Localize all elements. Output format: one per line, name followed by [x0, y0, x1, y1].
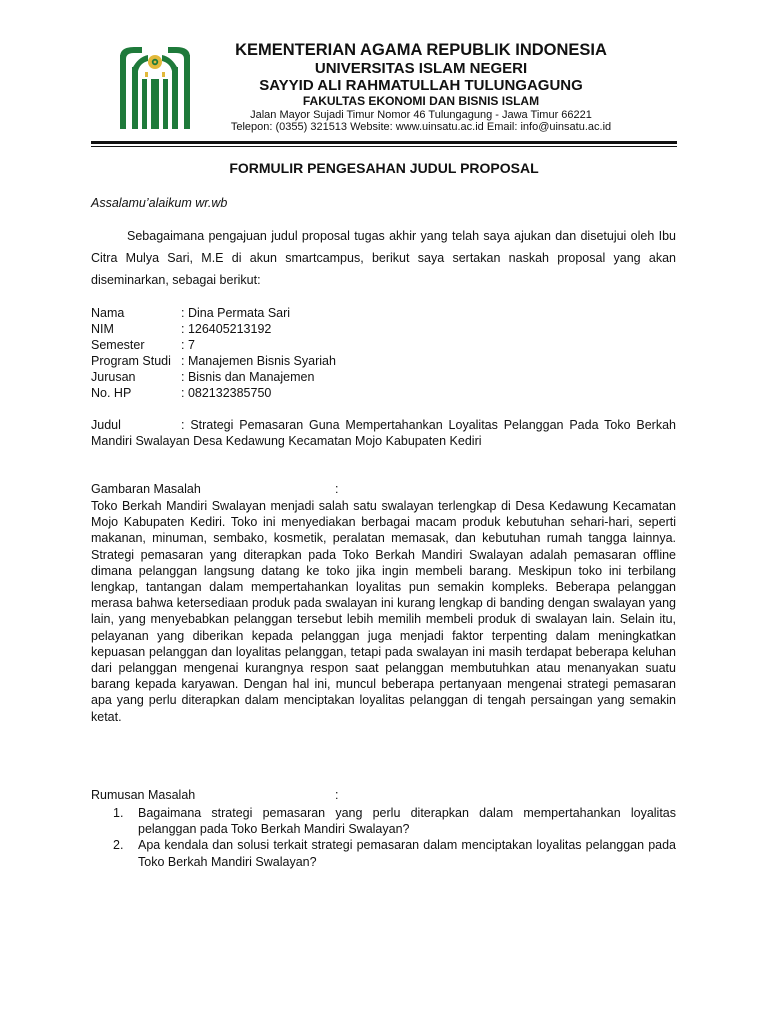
info-row-jurusan: Jurusan : Bisnis dan Manajemen: [91, 370, 315, 384]
intro-paragraph: [91, 225, 676, 291]
rumusan-label: Rumusan Masalah: [91, 788, 196, 802]
gambaran-text: Toko Berkah Mandiri Swalayan menjadi salah satu swalayan terlengkap di Desa Kedawung Kecamatan Mojo Kabupaten Kediri. Toko ini menyediakan berbagai macam produk kebutuhan sehari-hari, seperti makanan, minuman, sembako, kosmetik, peralatan memasak, dan kebutuhan rumah tangga lainnya. Strategi pemasaran yang diterapkan pada Toko Berkah Mandiri Swalayan adalah pemasaran offline dimana pelanggan langsung datang ke toko jika ingin membeli barang. Meskipun toko ini terbilang lengkap, tantangan dalam mempertahankan loyalitas pun semakin kompleks. Beberapa pelanggan merasa bahwa ketersediaan produk pada swalayan ini kurang lengkap di banding dengan swalayan yang lain, yang menyebabkan pelanggan tersebut lebih memilih membeli produk di swalayan lain. Selain itu, pelayanan yang diberikan kepada pelanggan juga menjadi faktor terpenting dalam meningkatkan kepuasan pelanggan dan loyalitas pelanggan, tetapi pada swalayan ini masih terdapat beberapa keluhan dari pelanggan mengenai kurangnya respon saat pelanggan membutuhkan atau menanyakan suatu barang kepada karyawan. Dengan hal ini, muncul beberapa pertanyaan mengenai strategi pemasaran apa yang perlu diterapkan dalam menciptakan loyalitas pelanggan di tengah persaingan yang semakin ketat.: [91, 499, 676, 724]
contact-line: Telepon: (0355) 321513 Website: www.uinsatu.ac.id Email: info@uinsatu.ac.id: [230, 121, 612, 133]
list-item: [91, 805, 676, 837]
greeting: Assalamu’alaikum wr.wb: [91, 196, 228, 210]
rumusan-list: [91, 805, 676, 870]
header-rule-thin: [91, 146, 677, 147]
info-row-no-hp: No. HP : 082132385750: [91, 386, 272, 400]
form-title: FORMULIR PENGESAHAN JUDUL PROPOSAL: [229, 160, 539, 176]
university-logo-icon: [118, 45, 192, 131]
judul-value: : Strategi Pemasaran Guna Mempertahankan Loyalitas Pelanggan Pada Toko Berkah Mandiri Swalayan Desa Kedawung Kecamatan Mojo Kabupaten Kediri: [91, 418, 676, 448]
info-row-semester: Semester : 7: [91, 338, 195, 352]
faculty-name: FAKULTAS EKONOMI DAN BISNIS ISLAM: [302, 94, 540, 108]
university-name: UNIVERSITAS ISLAM NEGERI: [314, 60, 528, 77]
info-row-nim: NIM : 126405213192: [91, 322, 272, 336]
gambaran-colon: :: [335, 482, 339, 496]
rumusan-colon: :: [335, 788, 339, 802]
list-text: Bagaimana strategi pemasaran yang perlu diterapkan dalam mempertahankan loyalitas pelanggan pada Toko Berkah Mandiri Swalayan?: [138, 806, 676, 837]
judul-row: [91, 417, 676, 449]
intro-text: Sebagaimana pengajuan judul proposal tugas akhir yang telah saya ajukan dan disetujui oleh Ibu Citra Mulya Sari, M.E di akun smartcampus, berikut saya sertakan naskah proposal yang akan diseminarkan, sebagai berikut:: [91, 229, 676, 287]
list-number: 2.: [113, 838, 124, 853]
list-number: 1.: [113, 806, 124, 820]
address-line: Jalan Mayor Sujadi Timur Nomor 46 Tulungagung - Jawa Timur 66221: [250, 109, 592, 121]
info-row-program-studi: Program Studi : Manajemen Bisnis Syariah: [91, 354, 336, 368]
university-name-2: SAYYID ALI RAHMATULLAH TULUNGAGUNG: [259, 77, 583, 94]
judul-label: Judul: [91, 418, 121, 432]
list-text: Apa kendala dan solusi terkait strategi pemasaran dalam menciptakan loyalitas pelanggan pada Toko Berkah Mandiri Swalayan?: [138, 838, 676, 869]
ministry-name: KEMENTERIAN AGAMA REPUBLIK INDONESIA: [235, 41, 607, 59]
list-item: [91, 837, 676, 869]
header-rule-thick: [91, 141, 677, 144]
gambaran-label: Gambaran Masalah: [91, 482, 201, 496]
info-row-nama: Nama : Dina Permata Sari: [91, 306, 291, 320]
